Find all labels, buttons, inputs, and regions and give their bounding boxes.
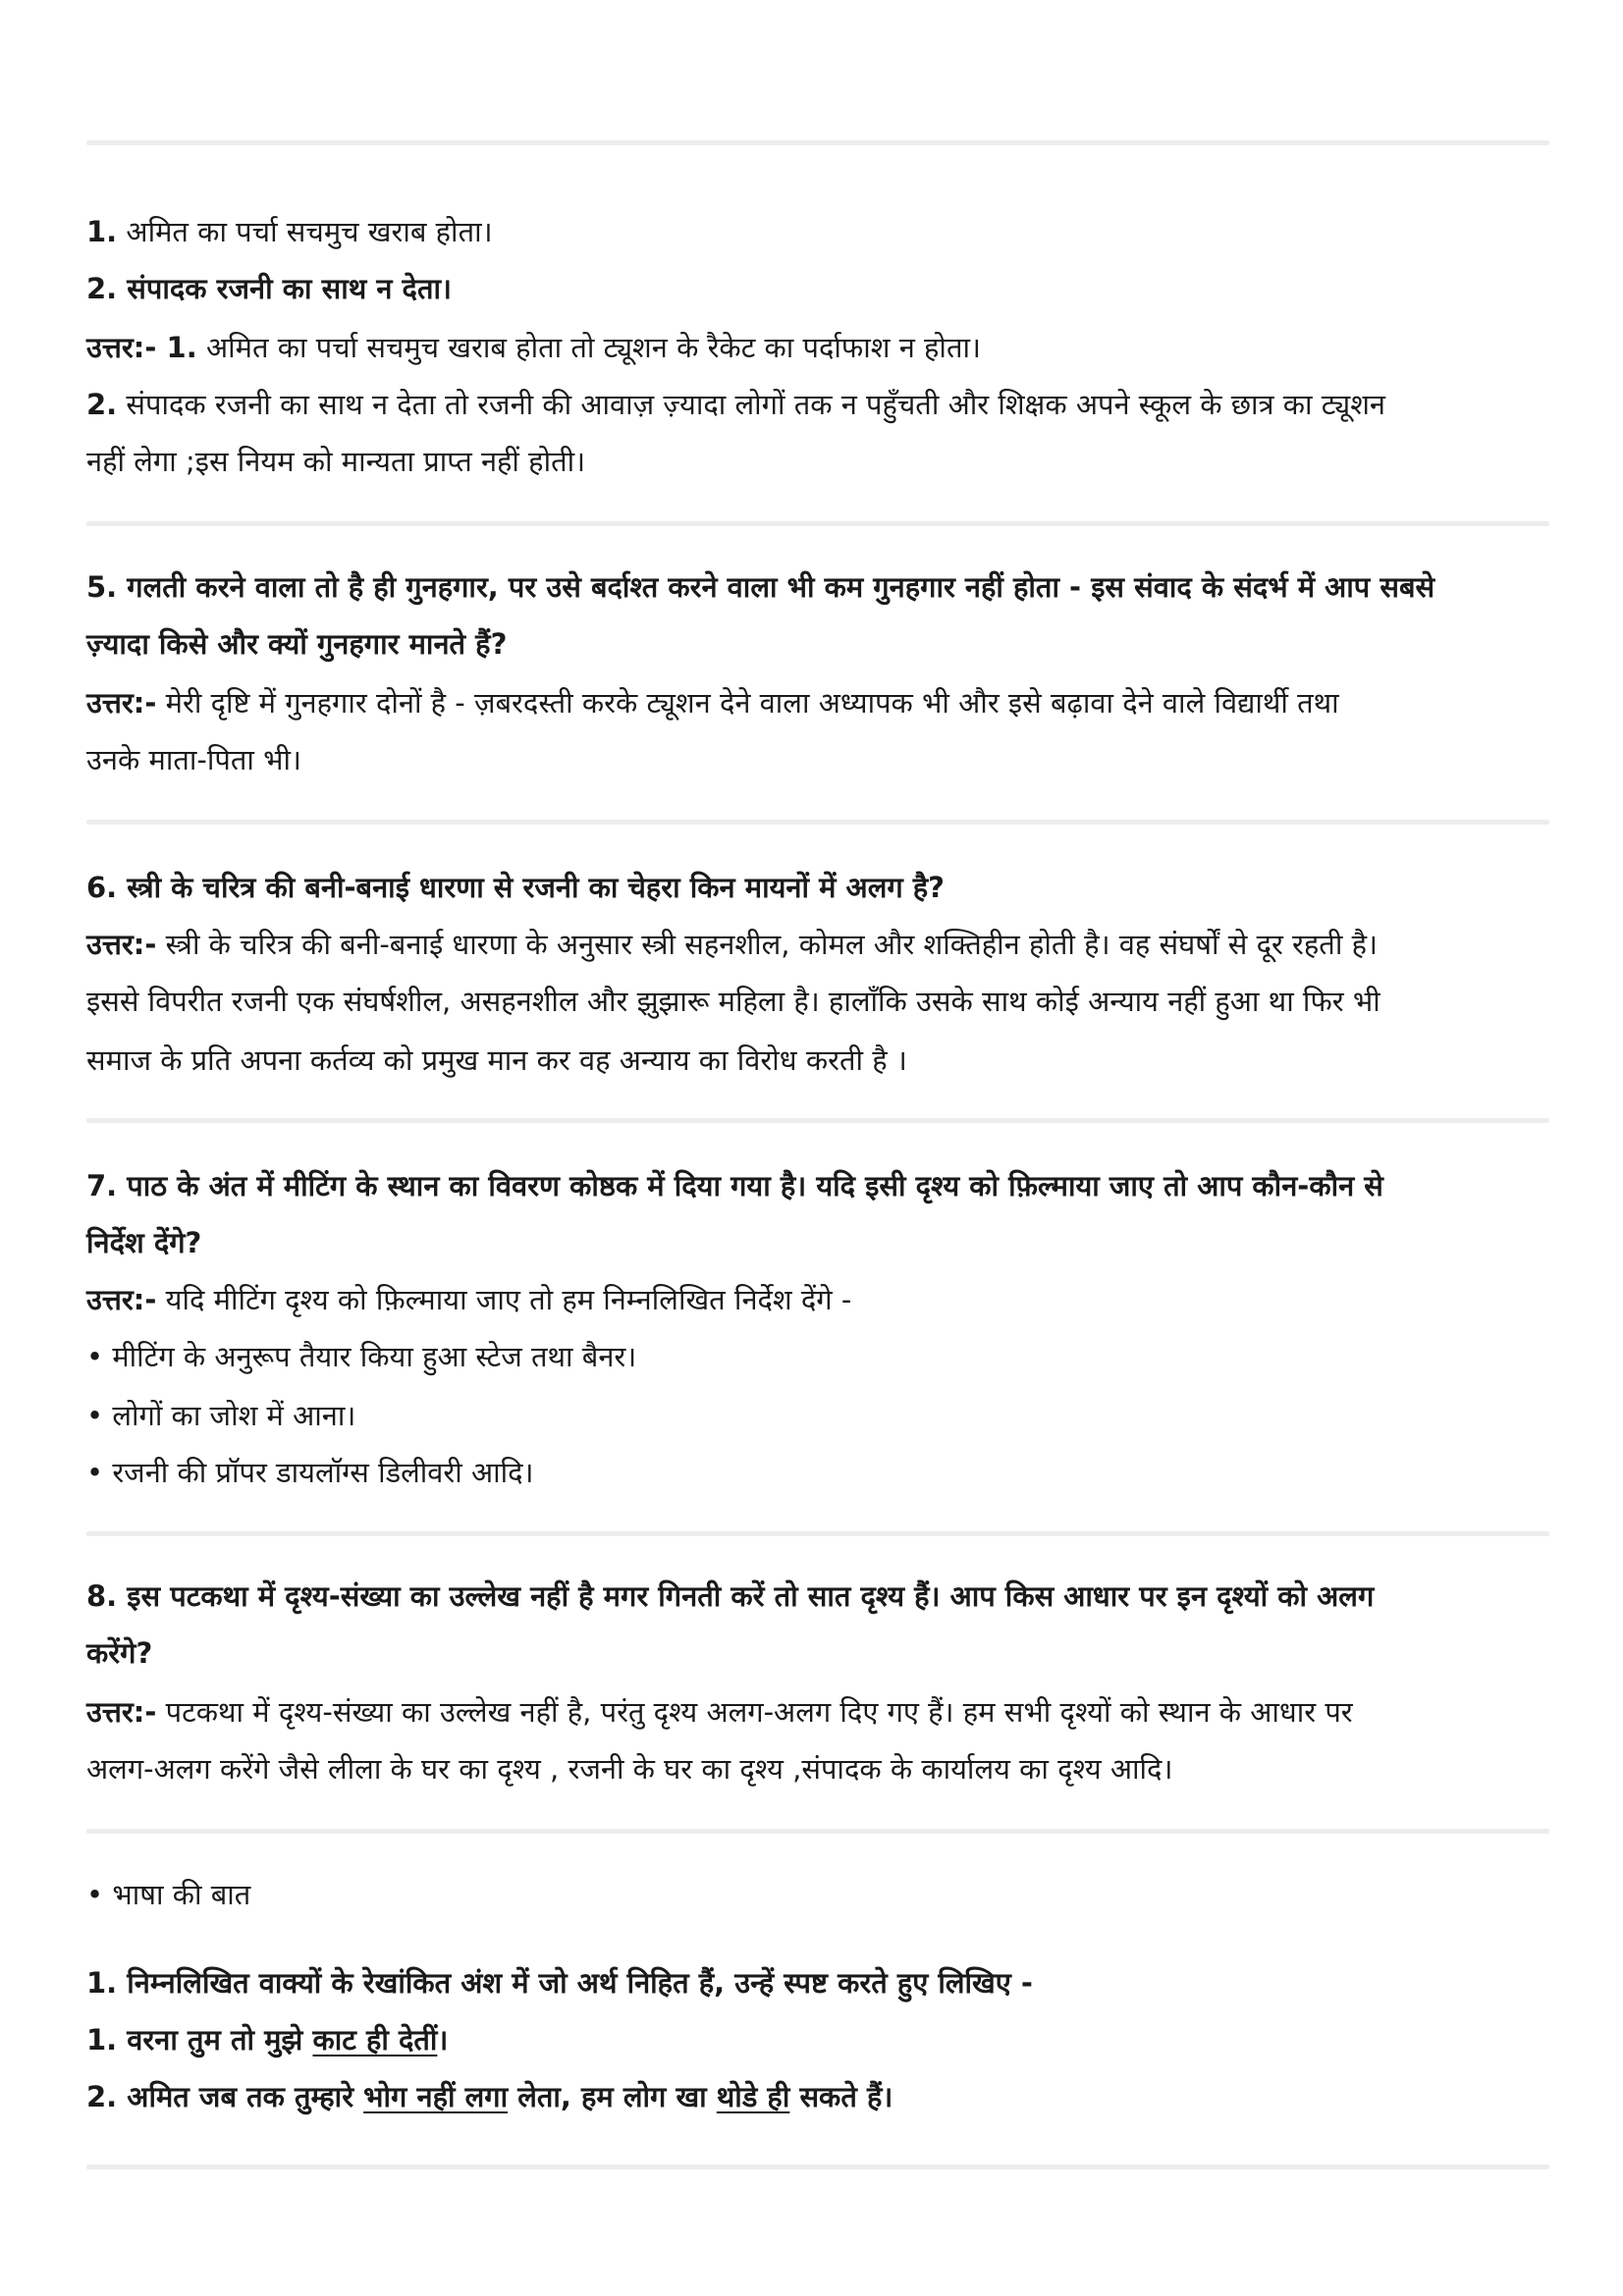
answer-label: उत्तर:- <box>86 1283 157 1316</box>
answer-line <box>86 683 1549 722</box>
answer-line <box>86 328 1549 367</box>
bullet-item: • रजनी की प्रॉपर डायलॉग्स डिलीवरी आदि। <box>86 1456 534 1489</box>
question-line: 1. निम्नलिखित वाक्यों के रेखांकित अंश में जो अर्थ निहित हैं, उन्हें स्पष्ट करते हुए लिखिए - <box>86 1966 1033 2000</box>
answer-text: संपादक रजनी का साथ न देता तो रजनी की आवाज़ ज़्यादा लोगों तक न पहुँचती और शिक्षक अपने स्कूल के छात्र का ट्यूशन <box>126 388 1386 421</box>
answer-line <box>86 1280 1549 1319</box>
answer-label: उत्तर:- 1. <box>86 331 197 364</box>
answer-line: समाज के प्रति अपना कर्तव्य को प्रमुख मान कर वह अन्याय का विरोध करती है । <box>86 1043 907 1077</box>
divider <box>86 820 1549 825</box>
question-line: ज़्यादा किसे और क्यों गुनहगार मानते हैं? <box>86 627 508 661</box>
bullet-item: • मीटिंग के अनुरूप तैयार किया हुआ स्टेज तथा बैनर। <box>86 1340 637 1373</box>
answer-line <box>86 925 1549 964</box>
answer-label: उत्तर:- <box>86 1695 157 1729</box>
section-heading: • भाषा की बात <box>86 1878 251 1911</box>
answer-line: नहीं लेगा ;इस नियम को मान्यता प्राप्त नहीं होती। <box>86 445 586 478</box>
item-number: 1. <box>86 215 118 248</box>
answer-line: इससे विपरीत रजनी एक संघर्षशील, असहनशील और झुझारू महिला है। हालाँकि उसके साथ कोई अन्याय नहीं हुआ था फिर भी <box>86 985 1380 1018</box>
divider <box>86 140 1549 145</box>
answer-line <box>86 385 1549 424</box>
item-text: अमित का पर्चा सचमुच खराब होता। <box>126 215 493 248</box>
answer-line <box>86 1692 1549 1732</box>
answer-text: स्त्री के चरित्र की बनी-बनाई धारणा के अनुसार स्त्री सहनशील, कोमल और शक्तिहीन होती है। वह संघर्षों से दूर रहती है। <box>156 928 1378 961</box>
answer-text: अमित का पर्चा सचमुच खराब होता तो ट्यूशन के रैकेट का पर्दाफाश न होता। <box>205 331 981 364</box>
answer-line: उनके माता-पिता भी। <box>86 743 301 776</box>
question-line: निर्देश देंगे? <box>86 1226 202 1259</box>
sentence-text: 1. वरना तुम तो मुझे <box>86 2023 313 2056</box>
sentence-text: लेता, हम लोग खा <box>508 2080 717 2113</box>
divider <box>86 1829 1549 1834</box>
question-line: 7. पाठ के अंत में मीटिंग के स्थान का विवरण कोष्ठक में दिया गया है। यदि इसी दृश्य को फ़िल्माया जाए तो आप कौन-कौन से <box>86 1169 1383 1202</box>
underlined-phrase: भोग नहीं लगा <box>363 2080 509 2113</box>
question-line: 6. स्त्री के चरित्र की बनी-बनाई धारणा से रजनी का चेहरा किन मायनों में अलग है? <box>86 871 946 904</box>
answer-text: मेरी दृष्टि में गुनहगार दोनों है - ज़बरदस्ती करके ट्यूशन देने वाला अध्यापक भी और इसे बढ़ावा देने वाले विद्यार्थी तथा <box>156 686 1339 720</box>
divider <box>86 521 1549 526</box>
question-line: 8. इस पटकथा में दृश्य-संख्या का उल्लेख नहीं है मगर गिनती करें तो सात दृश्य हैं। आप किस आधार पर इन दृश्यों को अलग <box>86 1579 1375 1613</box>
sentence-line <box>86 2077 1549 2116</box>
sentence-text: । <box>437 2023 449 2056</box>
underlined-phrase: काट ही देतीं <box>312 2023 438 2056</box>
answer-text: यदि मीटिंग दृश्य को फ़िल्माया जाए तो हम निम्नलिखित निर्देश देंगे - <box>156 1283 852 1316</box>
answer-line: अलग-अलग करेंगे जैसे लीला के घर का दृश्य , रजनी के घर का दृश्य ,संपादक के कार्यालय का दृश्य आदि। <box>86 1752 1173 1786</box>
underlined-phrase: थोडे ही <box>716 2080 790 2113</box>
question-line: 2. संपादक रजनी का साथ न देता। <box>86 272 452 305</box>
question-line <box>86 212 1549 251</box>
sentence-line <box>86 2020 1549 2059</box>
divider <box>86 1118 1549 1123</box>
sentence-text: 2. अमित जब तक तुम्हारे <box>86 2080 364 2113</box>
bullet-item: • लोगों का जोश में आना। <box>86 1399 356 1432</box>
question-line: 5. गलती करने वाला तो है ही गुनहगार, पर उसे बर्दाश्त करने वाला भी कम गुनहगार नहीं होता - इस संवाद के संदर्भ में आप सबसे <box>86 570 1435 604</box>
answer-label: उत्तर:- <box>86 928 157 961</box>
divider <box>86 1531 1549 1536</box>
answer-text: पटकथा में दृश्य-संख्या का उल्लेख नहीं है, परंतु दृश्य अलग-अलग दिए गए हैं। हम सभी दृश्यों को स्थान के आधार पर <box>156 1695 1353 1729</box>
item-number: 2. <box>86 388 118 421</box>
question-line: करेंगे? <box>86 1636 153 1670</box>
divider <box>86 2164 1549 2169</box>
answer-label: उत्तर:- <box>86 686 157 720</box>
sentence-text: सकते हैं। <box>789 2080 893 2113</box>
